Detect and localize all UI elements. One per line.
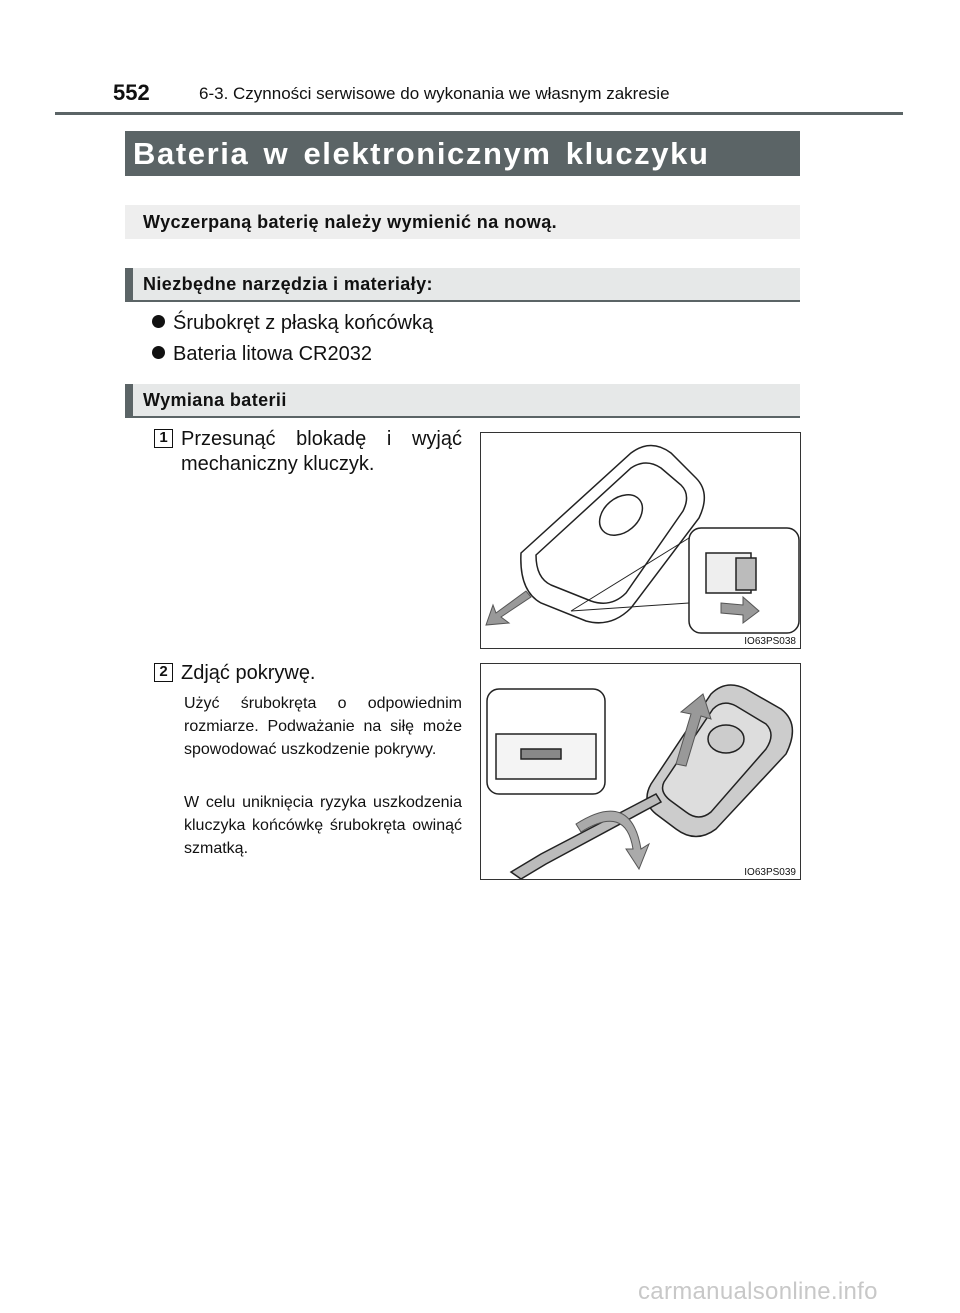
step-number: 1 [154, 429, 173, 448]
bullet-icon [152, 346, 165, 359]
section-header: 6-3. Czynności serwisowe do wykonania we własnym zakresie [199, 84, 670, 103]
tool-item [152, 312, 433, 335]
figure-code: IO63PS039 [744, 867, 796, 878]
tool-item [152, 343, 372, 366]
step-note: W celu uniknięcia ryzyka uszkodzenia kluczyka końcówkę śrubokręta owinąć szmatką. [184, 794, 462, 857]
figure-unlock-key [480, 432, 801, 649]
figure-remove-cover [480, 663, 801, 880]
intro-box: Wyczerpaną baterię należy wymienić na nową. [125, 205, 800, 239]
page-number: 552 [113, 80, 150, 105]
figure-code: IO63PS038 [744, 636, 796, 647]
header-divider [55, 112, 903, 115]
bullet-icon [152, 315, 165, 328]
step-number: 2 [154, 663, 173, 682]
arrow-icon [486, 591, 531, 625]
watermark: carmanualsonline.info [638, 1278, 878, 1305]
step-text: Przesunąć blokadę i wyjąć mechaniczny kluczyk. [181, 428, 462, 475]
step-text: Zdjąć pokrywę. [181, 662, 316, 684]
tools-heading: Niezbędne narzędzia i materiały: [125, 268, 800, 302]
tool-item-text: Bateria litowa CR2032 [173, 343, 372, 365]
key-fob-illustration [481, 433, 801, 649]
page-title: Bateria w elektronicznym kluczyku [125, 131, 800, 176]
tool-item-text: Śrubokręt z płaską końcówką [173, 312, 434, 334]
step-note: Użyć śrubokręta o odpowiednim rozmiarze. Podważanie na siłę może spowodować uszkodzenie pokrywy. [184, 695, 462, 758]
screwdriver-illustration [481, 664, 801, 880]
replacement-heading: Wymiana baterii [125, 384, 800, 418]
